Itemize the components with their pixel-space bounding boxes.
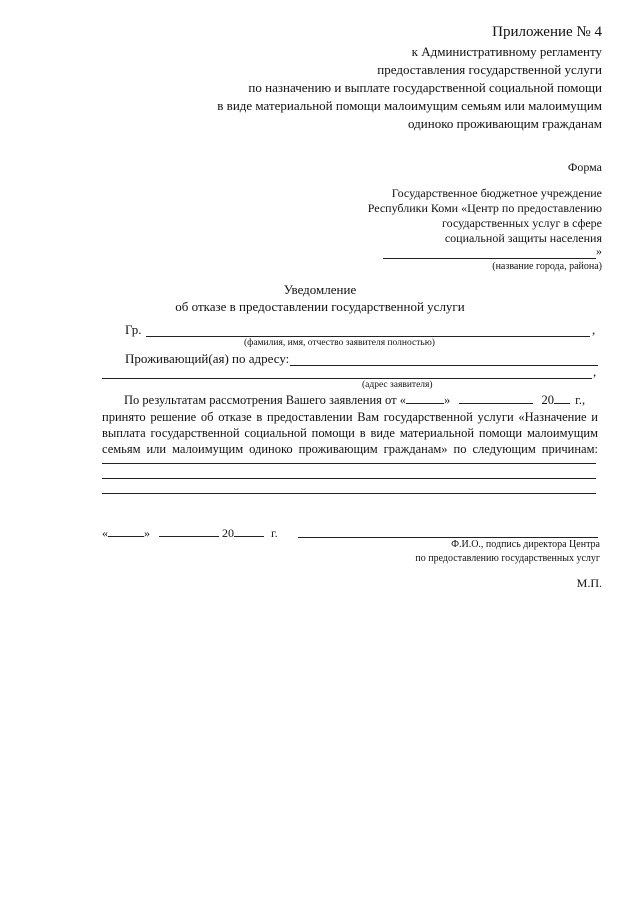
reason-line-2[interactable] (102, 478, 596, 479)
institution-line-2: Республики Коми «Центр по предоставлению (367, 201, 602, 215)
address-label: Проживающий(ая) по адресу: (125, 351, 290, 366)
header-line-2: к Административному регламенту (411, 44, 602, 59)
document-subtitle: об отказе в предоставлении государственной услуги (175, 299, 465, 314)
date-quote-close: » (144, 526, 150, 540)
director-signature-line[interactable] (298, 537, 598, 538)
header-line-3: предоставления государственной услуги (377, 62, 602, 77)
review-year-suffix: г., (575, 393, 586, 407)
signature-year-blank[interactable] (234, 525, 264, 537)
application-month-blank[interactable] (459, 392, 533, 404)
decision-paragraph-line-1 (124, 392, 585, 409)
date-year-prefix: 20 (222, 526, 234, 540)
decision-paragraph-line-4: семьям или малоимущим одиноко проживающим гражданам» по следующим причинам: (102, 442, 598, 456)
applicant-name-line[interactable] (146, 336, 590, 337)
application-year-blank[interactable] (554, 392, 570, 404)
address-line-1[interactable] (290, 365, 598, 366)
applicant-comma: , (592, 322, 596, 337)
header-line-4: по назначению и выплате государственной социальной помощи (248, 80, 602, 95)
city-closing-quote: » (596, 244, 602, 258)
date-quote-open: « (102, 526, 108, 540)
signature-month-blank[interactable] (159, 525, 219, 537)
city-caption: (название города, района) (492, 261, 602, 272)
reason-line-3[interactable] (102, 493, 596, 494)
institution-line-4: социальной защиты населения (444, 231, 602, 245)
director-caption-2: по предоставлению государственных услуг (415, 553, 600, 564)
citizen-prefix: Гр. (125, 322, 142, 337)
director-caption-1: Ф.И.О., подпись директора Центра (451, 539, 600, 550)
institution-line-3: государственных услуг в сфере (442, 216, 602, 230)
decision-paragraph-line-3: выплата государственной социальной помощи в виде материальной помощи малоимущим (102, 426, 598, 440)
applicant-name-caption: (фамилия, имя, отчество заявителя полностью) (244, 338, 435, 348)
address-line-2[interactable] (102, 378, 592, 379)
review-quote-close: » (443, 393, 451, 407)
address-caption: (адрес заявителя) (362, 380, 433, 390)
review-text: По результатам рассмотрения Вашего заявления от « (124, 393, 406, 407)
reason-line-1[interactable] (102, 463, 596, 464)
city-name-line (383, 258, 596, 259)
stamp-place: М.П. (576, 576, 602, 590)
address-comma: , (593, 364, 597, 379)
header-line-5: в виде материальной помощи малоимущим семьям или малоимущим (217, 98, 602, 113)
institution-line-1: Государственное бюджетное учреждение (391, 186, 602, 200)
form-label: Форма (567, 160, 602, 174)
date-year-suffix: г. (271, 526, 278, 540)
signature-day-blank[interactable] (108, 525, 144, 537)
decision-paragraph-line-2: принято решение об отказе в предоставлении Вам государственной услуги «Назначение и (102, 410, 598, 424)
signature-date-row (102, 525, 278, 541)
document-title: Уведомление (283, 282, 357, 297)
header-line-6: одиноко проживающим гражданам (408, 116, 602, 131)
appendix-number: Приложение № 4 (492, 24, 602, 40)
application-day-blank[interactable] (406, 392, 444, 404)
review-year-prefix: 20 (541, 393, 554, 407)
